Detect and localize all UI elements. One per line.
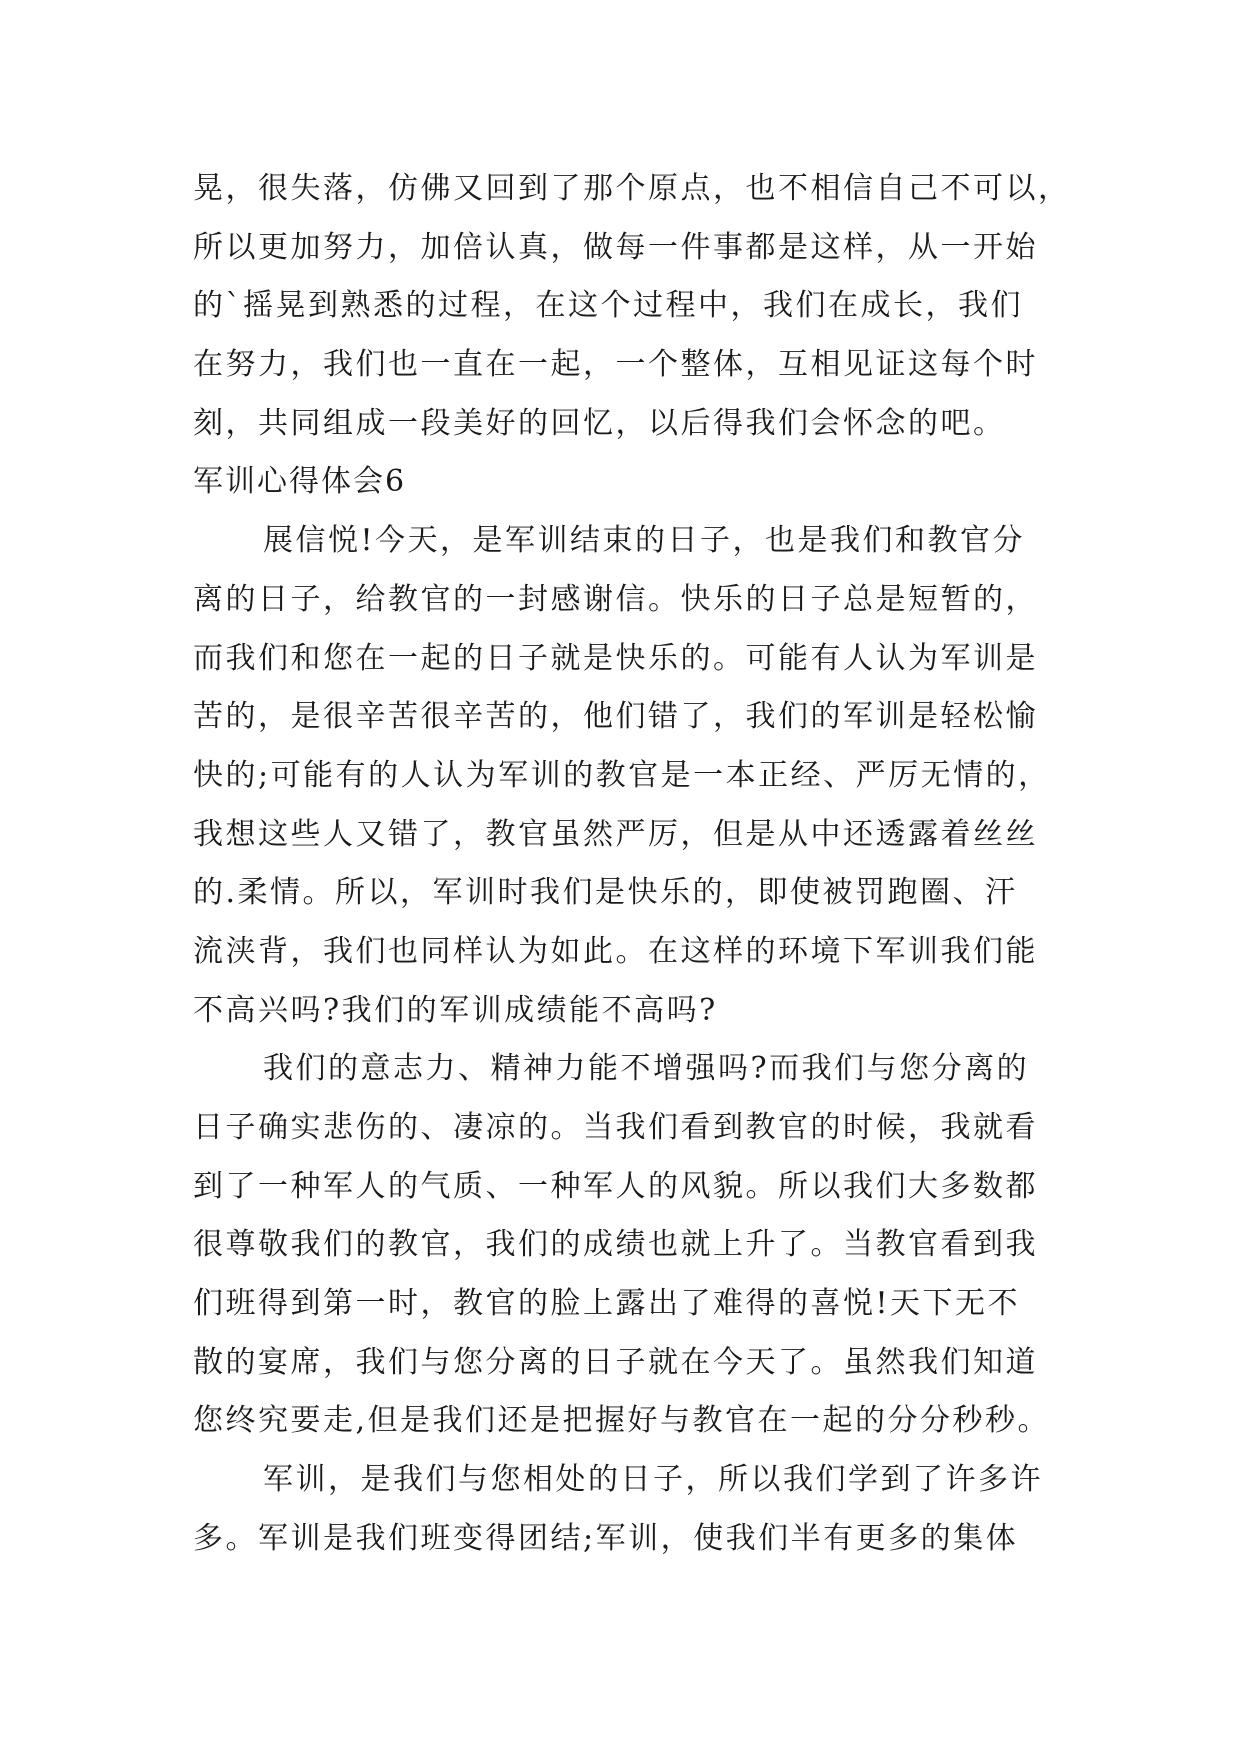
paragraph-1-line-6: 我想这些人又错了，教官虽然严厉，但是从中还透露着丝丝 <box>193 816 1038 852</box>
text-line-2: 所以更加努力，加倍认真，做每一件事都是这样，从一开始 <box>193 229 1038 265</box>
text-line-3: 的`摇晃到熟悉的过程，在这个过程中，我们在成长，我们 <box>193 288 1023 324</box>
paragraph-1-line-4: 苦的，是很辛苦很辛苦的，他们错了，我们的军训是轻松愉 <box>193 699 1038 735</box>
paragraph-1-line-3: 而我们和您在一起的日子就是快乐的。可能有人认为军训是 <box>193 640 1038 676</box>
paragraph-2-line-6: 散的宴席，我们与您分离的日子就在今天了。虽然我们知道 <box>193 1344 1038 1380</box>
paragraph-3-line-1: 军训，是我们与您相处的日子，所以我们学到了许多许 <box>263 1462 1043 1498</box>
paragraph-3-line-2: 多。军训是我们班变得团结;军训，使我们半有更多的集体 <box>193 1520 1019 1556</box>
paragraph-1-line-9: 不高兴吗?我们的军训成绩能不高吗? <box>193 992 718 1028</box>
paragraph-2-line-5: 们班得到第一时，教官的脸上露出了难得的喜悦!天下无不 <box>193 1286 1021 1322</box>
text-line-4: 在努力，我们也一直在一起，一个整体，互相见证这每个时 <box>193 347 1038 383</box>
paragraph-1-line-8: 流浃背，我们也同样认为如此。在这样的环境下军训我们能 <box>193 933 1038 969</box>
section-heading: 军训心得体会6 <box>193 464 407 500</box>
text-line-1: 晃，很失落，仿佛又回到了那个原点，也不相信自己不可以， <box>193 171 1071 206</box>
paragraph-1-line-2: 离的日子，给教官的一封感谢信。快乐的日子总是短暂的， <box>193 581 1038 617</box>
paragraph-2-line-4: 很尊敬我们的教官，我们的成绩也就上升了。当教官看到我 <box>193 1227 1038 1263</box>
paragraph-2-line-7: 您终究要走,但是我们还是把握好与教官在一起的分分秒秒。 <box>193 1403 1051 1439</box>
paragraph-2-line-3: 到了一种军人的气质、一种军人的风貌。所以我们大多数都 <box>193 1168 1038 1204</box>
paragraph-1-line-7: 的.柔情。所以，军训时我们是快乐的，即使被罚跑圈、汗 <box>193 875 1018 911</box>
document-body <box>193 160 1073 1569</box>
paragraph-1-line-5: 快的;可能有的人认为军训的教官是一本正经、严厉无情的， <box>193 757 1051 793</box>
paragraph-2-line-2: 日子确实悲伤的、凄凉的。当我们看到教官的时候，我就看 <box>193 1110 1038 1145</box>
text-line-5: 刻，共同组成一段美好的回忆，以后得我们会怀念的吧。 <box>193 405 1006 441</box>
paragraph-1-line-1: 展信悦!今天，是军训结束的日子，也是我们和教官分 <box>263 523 1026 559</box>
paragraph-2-line-1: 我们的意志力、精神力能不增强吗?而我们与您分离的 <box>263 1051 1030 1087</box>
